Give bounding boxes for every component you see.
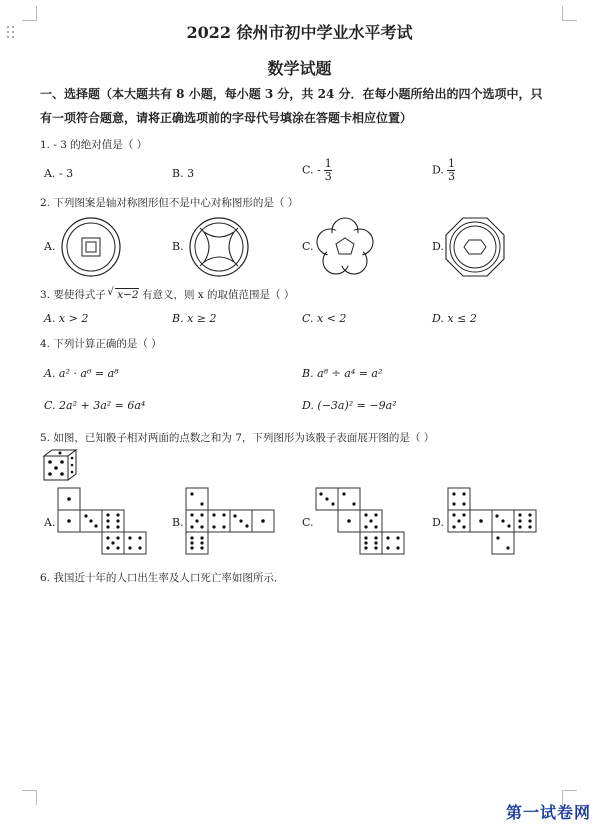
site-watermark: 第一试卷网 — [505, 803, 591, 822]
question-4-stem: 4. 下列计算正确的是（ ） — [40, 338, 162, 350]
exam-title: 2022 徐州市初中学业水平考试 — [186, 23, 413, 42]
q2-option-c-label: C. — [302, 240, 314, 253]
q2-figure-b-coin — [188, 216, 250, 278]
q5-option-c-label: C. — [302, 516, 314, 529]
q5-net-a — [58, 488, 150, 556]
question-2-stem: 2. 下列图案是轴对称图形但不是中心对称图形的是（ ） — [40, 197, 299, 209]
q1-option-d-prefix: D. — [432, 163, 444, 177]
section-heading-line2: 有一项符合题意，请将正确选项前的字母代号填涂在答题卡相应位置） — [40, 111, 413, 125]
corner-mark-top-left — [22, 6, 37, 21]
q2-figure-a-coin — [60, 216, 122, 278]
q3-option-a: A. x > 2 — [44, 312, 89, 325]
corner-mark-top-right — [562, 6, 577, 21]
q4-option-c: C. 2a² + 3a² = 6a⁴ — [44, 399, 146, 412]
q3-stem-prefix: 3. 要使得式子 — [40, 289, 106, 301]
q2-option-b-label: B. — [172, 240, 184, 253]
q5-net-b — [186, 488, 278, 556]
section-heading — [40, 82, 570, 130]
q1-option-c-prefix: C. - — [302, 163, 321, 177]
q1-option-d-denominator: 3 — [447, 170, 455, 183]
q1-option-d — [432, 158, 455, 183]
question-3-stem — [40, 287, 294, 302]
q1-option-b: B. 3 — [172, 167, 195, 180]
q3-radicand: x−2 — [117, 289, 139, 301]
q2-option-a-label: A. — [44, 240, 56, 253]
q5-option-a-label: A. — [44, 516, 56, 529]
q4-option-b: B. a⁸ ÷ a⁴ = a² — [302, 367, 383, 380]
q4-option-d: D. (−3a)² = −9a² — [302, 399, 397, 412]
question-5-stem: 5. 如图，已知骰子相对两面的点数之和为 7，下列图形为该骰子表面展开图的是（ ） — [40, 432, 435, 444]
q1-option-c-fraction — [324, 158, 332, 183]
q2-option-d-label: D. — [432, 240, 444, 253]
corner-mark-bottom-left — [22, 790, 37, 805]
q3-option-c: C. x < 2 — [302, 312, 347, 325]
q3-option-b: B. x ≥ 2 — [172, 312, 217, 325]
q1-option-c-numerator: 1 — [324, 157, 332, 170]
q1-option-d-fraction — [447, 158, 455, 183]
q2-figure-c-flower — [314, 216, 376, 278]
q3-radical-expression: √ x−2 — [107, 286, 139, 301]
q4-option-a: A. a² · a⁶ = a⁸ — [44, 367, 119, 380]
q3-option-d: D. x ≤ 2 — [432, 312, 477, 325]
q5-option-d-label: D. — [432, 516, 444, 529]
q2-figure-d-octagon — [444, 216, 506, 278]
question-6-stem: 6. 我国近十年的人口出生率及人口死亡率如图所示． — [40, 572, 285, 584]
q1-option-c — [302, 158, 332, 183]
section-heading-line1: 一、选择题（本大题共有 8 小题，每小题 3 分，共 24 分．在每小题所给出的四个选项中，只 — [40, 87, 543, 101]
q1-option-d-numerator: 1 — [447, 157, 455, 170]
q5-net-d — [448, 488, 540, 556]
q3-stem-suffix: 有意义，则 x 的取值范围是（ ） — [141, 289, 295, 301]
q1-option-c-denominator: 3 — [324, 170, 332, 183]
q5-net-c — [316, 488, 408, 556]
exam-subtitle: 数学试题 — [267, 59, 332, 78]
q1-option-a: A. - 3 — [44, 167, 74, 180]
question-1-stem: 1. - 3 的绝对值是（ ） — [40, 139, 148, 151]
q5-die-3d-figure — [42, 448, 78, 482]
q5-option-b-label: B. — [172, 516, 184, 529]
